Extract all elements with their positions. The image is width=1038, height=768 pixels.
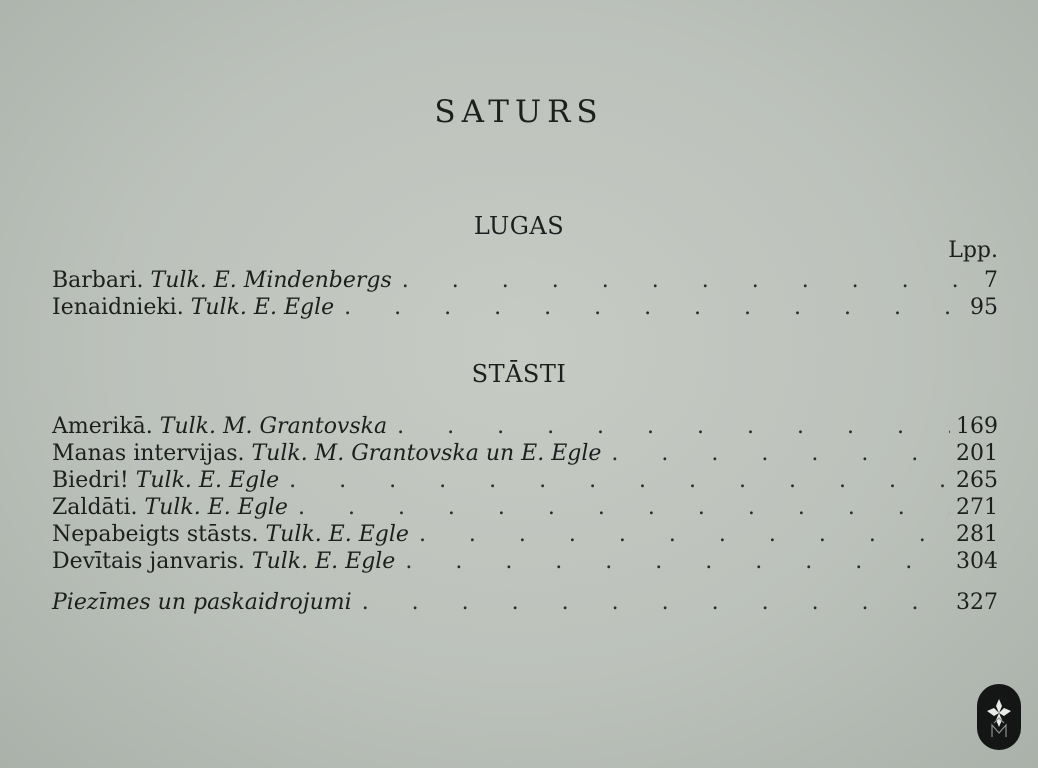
toc-entry [52,268,998,295]
dot-leader [298,495,950,520]
entry-translator: Tulk. M. Grantovska [159,414,388,439]
entry-page: 271 [956,495,998,520]
entry-title: Devītais janvaris. Tulk. E. Egle [52,549,396,574]
entry-page: 95 [970,295,998,320]
entry-title: Ienaidnieki. Tulk. E. Egle [52,295,335,320]
page-title: SATURS [434,94,604,130]
entry-page: 265 [956,468,998,493]
dot-leader [344,295,964,320]
dot-leader [419,522,950,547]
entry-page: 327 [956,590,998,615]
entry-title: Nepabeigts stāsts. Tulk. E. Egle [52,522,409,547]
entry-title: Biedri! Tulk. E. Egle [52,468,280,493]
dot-leader [362,590,950,615]
entry-translator: Tulk. E. Egle [190,295,335,320]
entry-translator: Tulk. E. Egle [144,495,288,520]
section-heading-stasti: STĀSTI [471,360,567,388]
dot-leader [405,549,950,574]
entry-translator: Tulk. E. Egle [135,468,280,493]
toc-entry [52,549,998,576]
flower-monogram-icon [977,684,1021,750]
entry-translator: Tulk. E. Egle [251,549,396,574]
dot-leader [289,468,950,493]
toc-entry [52,441,998,468]
dot-leader [397,414,950,439]
entry-page: 169 [956,414,998,439]
toc-entry [52,522,998,549]
entry-page: 201 [956,441,998,466]
entry-page: 7 [984,268,998,293]
dot-leader [611,441,950,466]
entry-title: Manas intervijas. Tulk. M. Grantovska un E. Egle [52,441,602,466]
entry-page: 281 [956,522,998,547]
toc-entry [52,468,998,495]
page-column-label: Lpp. [948,238,998,263]
entry-page: 304 [956,549,998,574]
entry-translator: Tulk. E. Mindenbergs [150,268,392,293]
toc-entry [52,495,998,522]
entry-translator: Tulk. M. Grantovska un E. Egle [251,441,602,466]
entry-title: Zaldāti. Tulk. E. Egle [52,495,288,520]
toc-entry [52,414,998,441]
entry-title: Barbari. Tulk. E. Mindenbergs [52,268,392,293]
entry-title: Amerikā. Tulk. M. Grantovska [52,414,388,439]
toc-entry [52,295,998,322]
dot-leader [402,268,978,293]
section-heading-lugas: LUGAS [473,212,565,240]
entry-title: Piezīmes un paskaidrojumi [52,590,352,615]
toc-entry-notes [52,590,998,617]
entry-translator: Tulk. E. Egle [265,522,409,547]
